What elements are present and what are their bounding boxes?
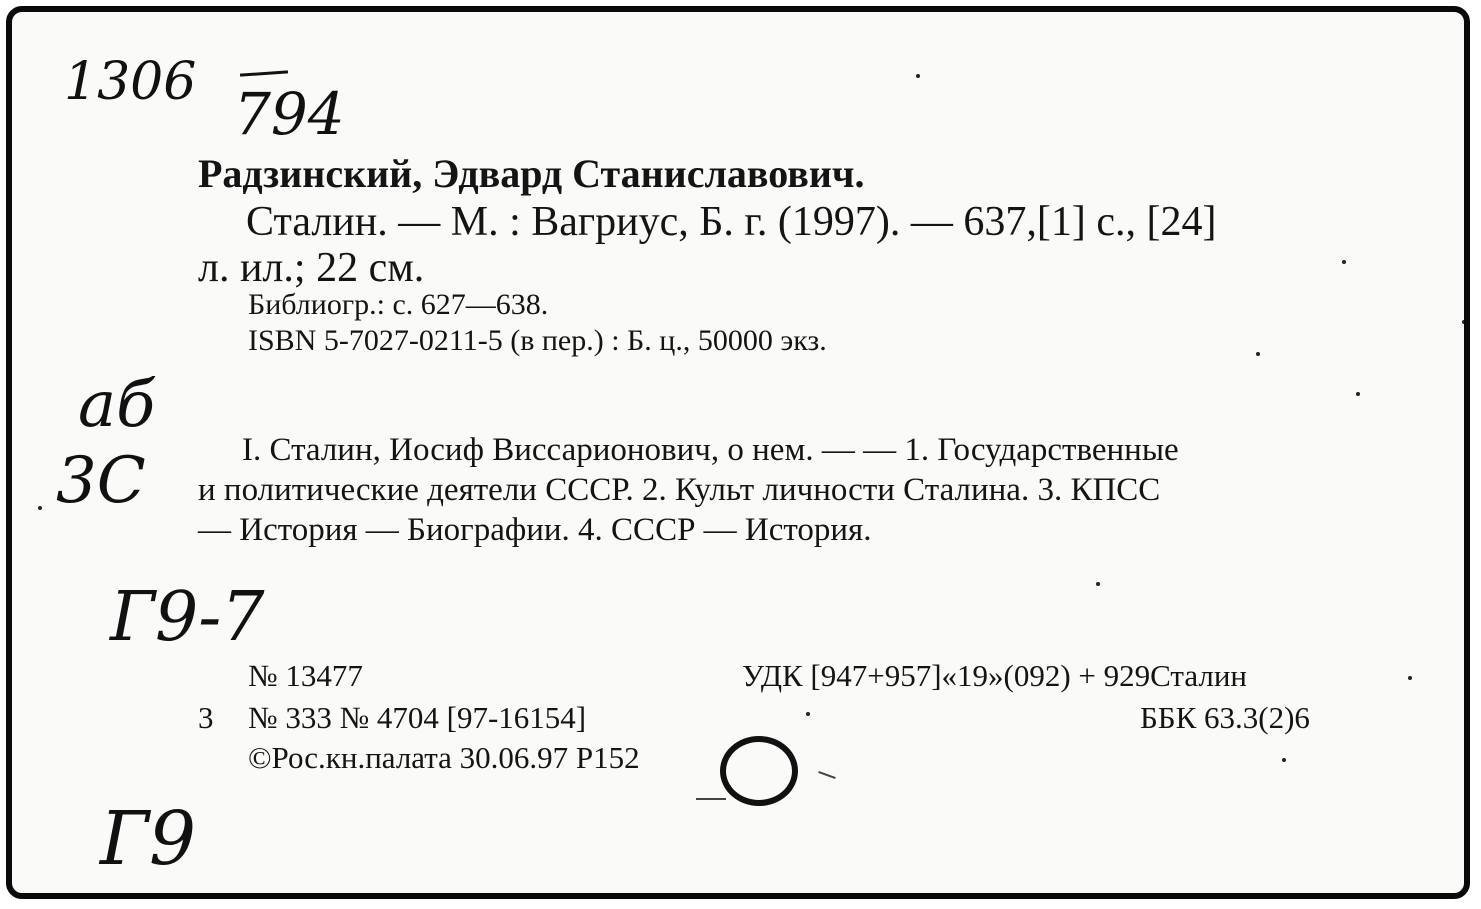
handwritten-number-2: 794: [234, 80, 345, 148]
title-line-2: л. ил.; 22 см.: [198, 245, 425, 291]
subject-line-2: и политические деятели СССР. 2. Культ личности Сталина. 3. КПСС: [198, 472, 1161, 508]
record-numbers: № 333 № 4704 [97-16154]: [248, 700, 587, 735]
speck: [1356, 392, 1360, 396]
speck: [1096, 582, 1100, 586]
handwritten-note-2: 3С: [56, 444, 146, 518]
bbk-code: ББК 63.3(2)6: [1140, 700, 1310, 735]
ring-scratch: [696, 798, 726, 800]
speck: [1408, 676, 1412, 680]
subject-line-3: — История — Биографии. 4. СССР — История.: [198, 512, 872, 548]
speck: [1282, 758, 1286, 762]
author-heading: Радзинский, Эдвард Станиславович.: [198, 151, 865, 196]
ring-scratch-2: [818, 771, 836, 779]
title-line: Сталин. — М. : Вагриус, Б. г. (1997). — 637,[1] с., [24]: [246, 199, 1217, 245]
punch-hole-ring: [720, 736, 798, 806]
bibliography-note: Библиогр.: с. 627—638.: [248, 288, 549, 321]
subject-line-1: I. Сталин, Иосиф Виссарионович, о нем. — — 1. Государственные: [242, 432, 1179, 468]
isbn-line: ISBN 5-7027-0211-5 (в пер.) : Б. ц., 50000 экз.: [248, 324, 827, 357]
speck: [806, 712, 810, 716]
speck: [1256, 352, 1260, 356]
handwritten-shelf-mark: Г9-7: [110, 578, 265, 657]
speck: [1462, 320, 1466, 324]
record-number: № 13477: [248, 658, 363, 693]
catalog-card: [6, 6, 1470, 899]
udk-code: УДК [947+957]«19»(092) + 929Сталин: [742, 658, 1248, 693]
speck: [38, 506, 42, 510]
speck: [916, 74, 920, 78]
handwritten-note-1: аб: [78, 368, 156, 442]
handwritten-overline: [240, 70, 288, 76]
record-prefix: 3: [198, 700, 214, 735]
speck: [1342, 260, 1346, 264]
handwritten-number: 1306: [64, 52, 197, 112]
handwritten-shelf-mark-2: Г9: [100, 796, 197, 882]
copyright-line: ©Рос.кн.палата 30.06.97 Р152: [248, 740, 640, 775]
